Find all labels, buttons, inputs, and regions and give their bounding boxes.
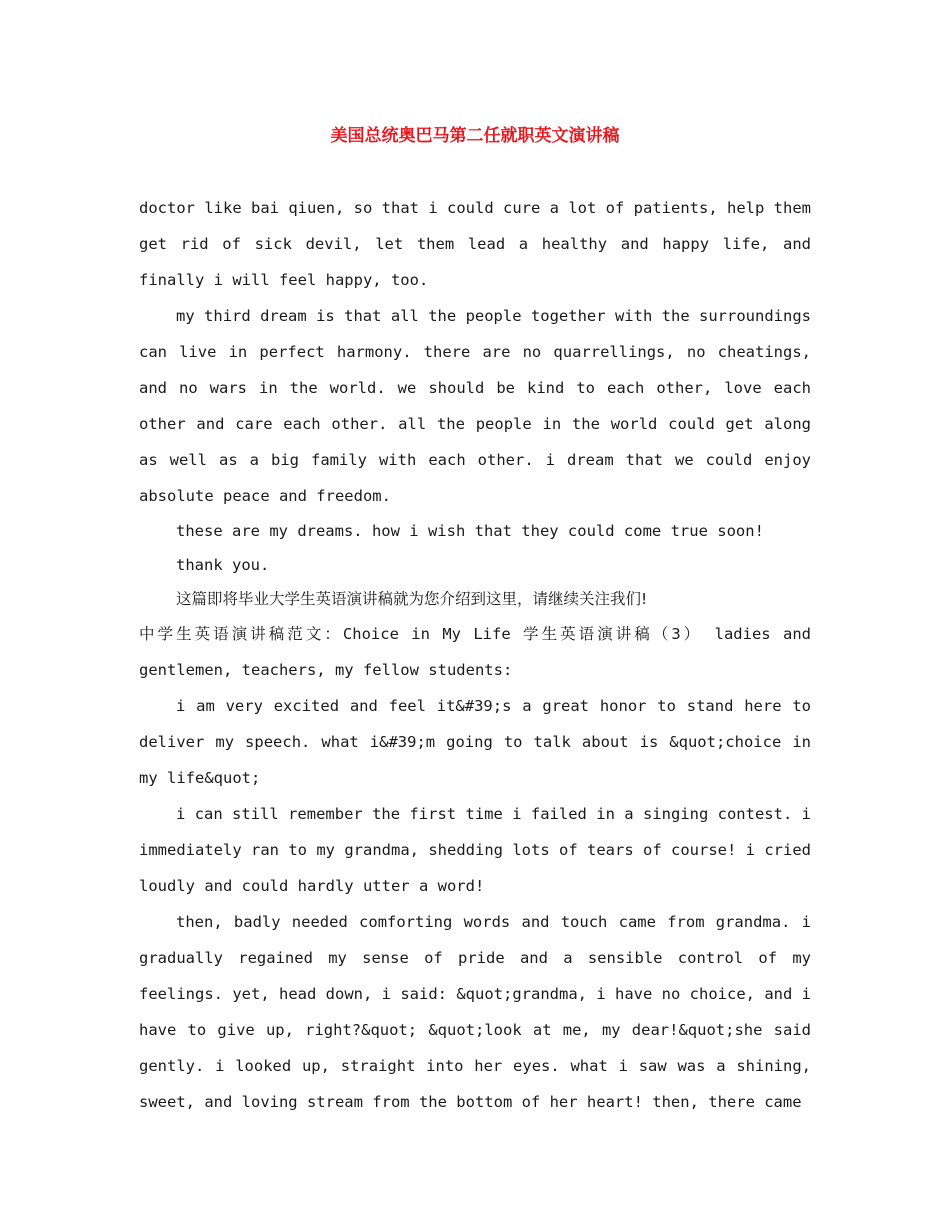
paragraph-thank-you: thank you. — [176, 556, 270, 574]
paragraph-these-are-my-dreams: these are my dreams. how i wish that they could come true soon! — [176, 522, 764, 540]
paragraph-grandma-comfort: then, badly needed comforting words and touch came from grandma. i gradually regained my sense of pride and a sensible control of my feelings. yet, head down, i said: &quot;grandma, i have no choice, and i have to give up, right?&quot; &quot;look at me, my dear!&quot;she said gently. i looked up, straight into her eyes. what i saw was a shining, sweet, and loving stream from the bottom of her heart! then, there came — [139, 913, 811, 1111]
paragraph-closing-note: 这篇即将毕业大学生英语演讲稿就为您介绍到这里，请继续关注我们! — [176, 590, 648, 608]
paragraph-speech-heading: 中学生英语演讲稿范文：Choice in My Life 学生英语演讲稿（3） ladies and gentlemen, teachers, my fellow students: — [139, 625, 811, 679]
document-title: 美国总统奥巴马第二任就职英文演讲稿 — [330, 126, 620, 146]
paragraph-doctor-dream: doctor like bai qiuen, so that i could cure a lot of patients, help them get rid of sick devil, let them lead a healthy and happy life, and finally i will feel happy, too. — [139, 199, 811, 289]
paragraph-excited-honor: i am very excited and feel it&#39;s a great honor to stand here to deliver my speech. what i&#39;m going to talk about is &quot;choice in my life&quot; — [139, 697, 811, 787]
paragraph-third-dream: my third dream is that all the people together with the surroundings can live in perfect harmony. there are no quarrellings, no cheatings, and no wars in the world. we should be kind to each other, love each other and care each other. all the people in the world could get along as well as a big family with each other. i dream that we could enjoy absolute peace and freedom. — [139, 307, 811, 505]
paragraph-singing-contest: i can still remember the first time i failed in a singing contest. i immediately ran to my grandma, shedding lots of tears of course! i cried loudly and could hardly utter a word! — [139, 805, 811, 895]
document-body — [139, 190, 811, 1120]
